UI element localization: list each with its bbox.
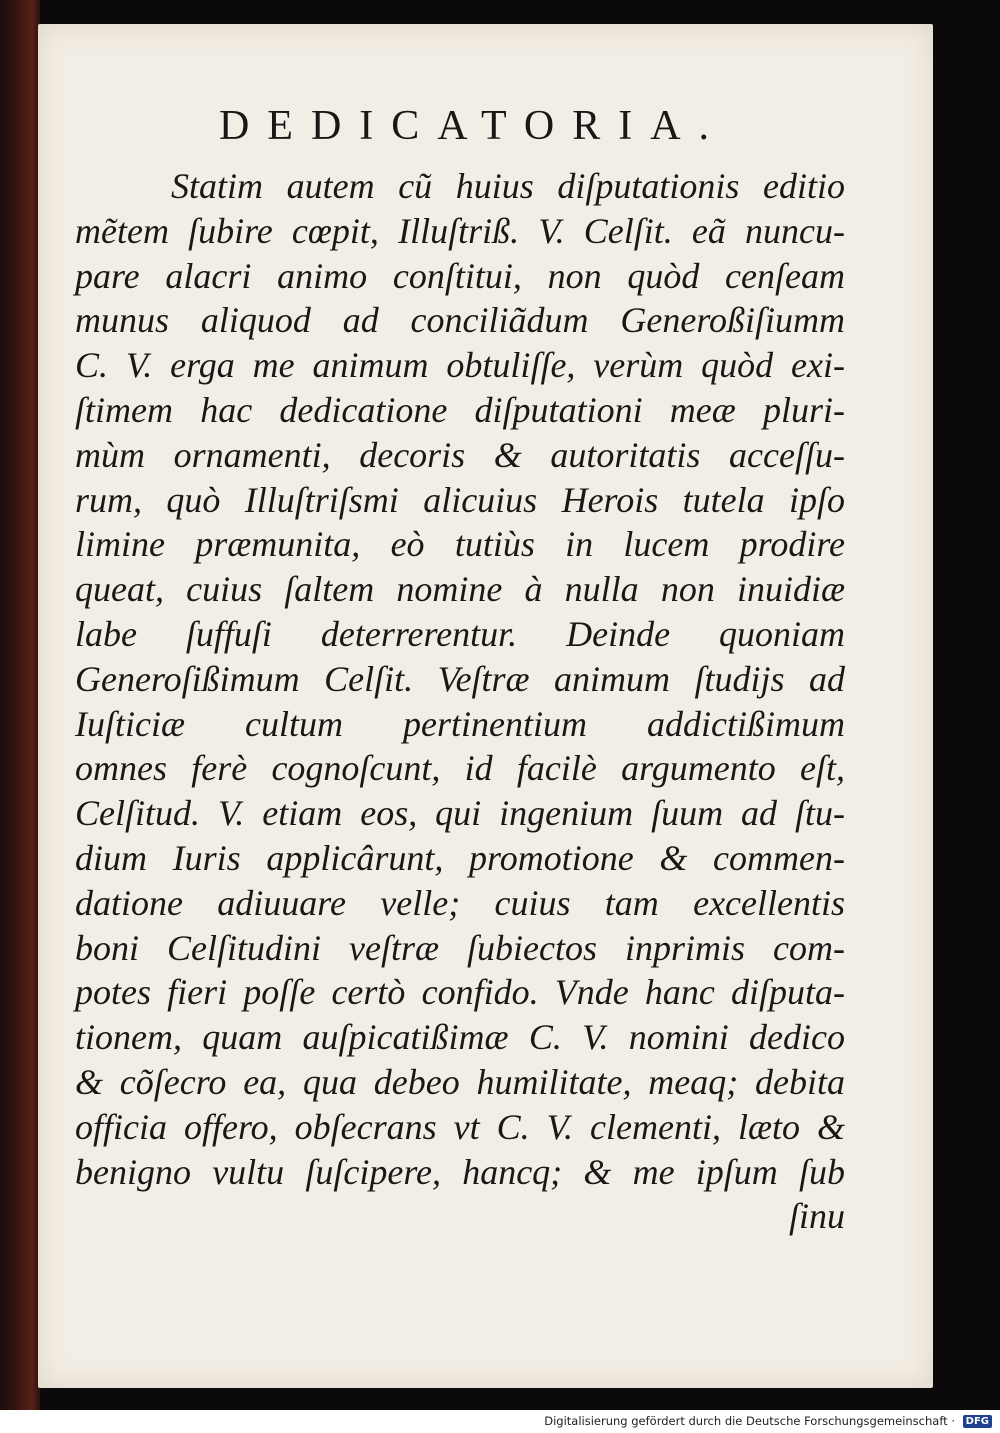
text-line: mẽtem ſubire cœpit, Illuſtriß. V. Celſit. eã nuncu- xyxy=(75,210,845,251)
text-line: Iuſticiæ cultum pertinentium addictißimum xyxy=(75,703,845,744)
text-line: ſinu xyxy=(788,1196,845,1237)
text-line: omnes ferè cognoſcunt, id facilè argumento eſt, xyxy=(75,748,845,789)
text-line: Statim autem cũ huius diſputationis editio xyxy=(171,166,845,206)
text-line: & cõſecro ea, qua debeo humilitate, meaq; debita xyxy=(75,1061,845,1102)
text-line: Celſitud. V. etiam eos, qui ingenium ſuum ad ſtu- xyxy=(75,793,845,834)
text-line: queat, cuius ſaltem nomine à nulla non inuidiæ xyxy=(75,569,845,610)
text-line: C. V. erga me animum obtuliſſe, verùm quòd exi- xyxy=(75,345,845,386)
text-line: ſtimem hac dedicatione diſputationi meæ pluri- xyxy=(75,389,845,430)
text-line: boni Celſitudini veſtræ ſubiectos inprimis com- xyxy=(75,927,845,968)
text-line: dium Iuris applicârunt, promotione & commen- xyxy=(75,837,845,878)
text-line: datione adiuuare velle; cuius tam excellentis xyxy=(75,882,845,923)
body-text xyxy=(75,164,845,1239)
text-line: rum, quò Illuſtriſsmi alicuius Herois tutela ipſo xyxy=(75,479,845,520)
text-line: limine præmunita, eò tutiùs in lucem prodire xyxy=(75,524,845,565)
text-line: benigno vultu ſuſcipere, hancq; & me ipſum ſub xyxy=(75,1151,845,1192)
running-head: DEDICATORIA. xyxy=(218,103,728,149)
dfg-logo: DFG xyxy=(963,1415,992,1428)
credit-text: Digitalisierung gefördert durch die Deutsche Forschungsgemeinschaft · xyxy=(544,1414,955,1428)
text-line: munus aliquod ad conciliãdum Generoßiſiumm xyxy=(75,300,845,341)
text-line: tionem, quam auſpicatißimæ C. V. nomini dedico xyxy=(75,1017,845,1058)
text-line: Generoſißimum Celſit. Veſtræ animum ſtudijs ad xyxy=(75,658,845,699)
book-spine-edge xyxy=(0,0,40,1410)
digitization-credit xyxy=(0,1410,1000,1433)
text-line: pare alacri animo conſtitui, non quòd cenſeam xyxy=(75,255,845,296)
book-page xyxy=(38,24,933,1388)
text-line: potes fieri poſſe certò confido. Vnde hanc diſputa- xyxy=(75,972,845,1013)
text-line: officia offero, obſecrans vt C. V. clementi, læto & xyxy=(75,1106,845,1147)
page-text-block xyxy=(75,102,845,1239)
text-line: labe ſuffuſi deterrerentur. Deinde quoniam xyxy=(75,613,845,654)
text-line: mùm ornamenti, decoris & autoritatis acceſſu- xyxy=(75,434,845,475)
